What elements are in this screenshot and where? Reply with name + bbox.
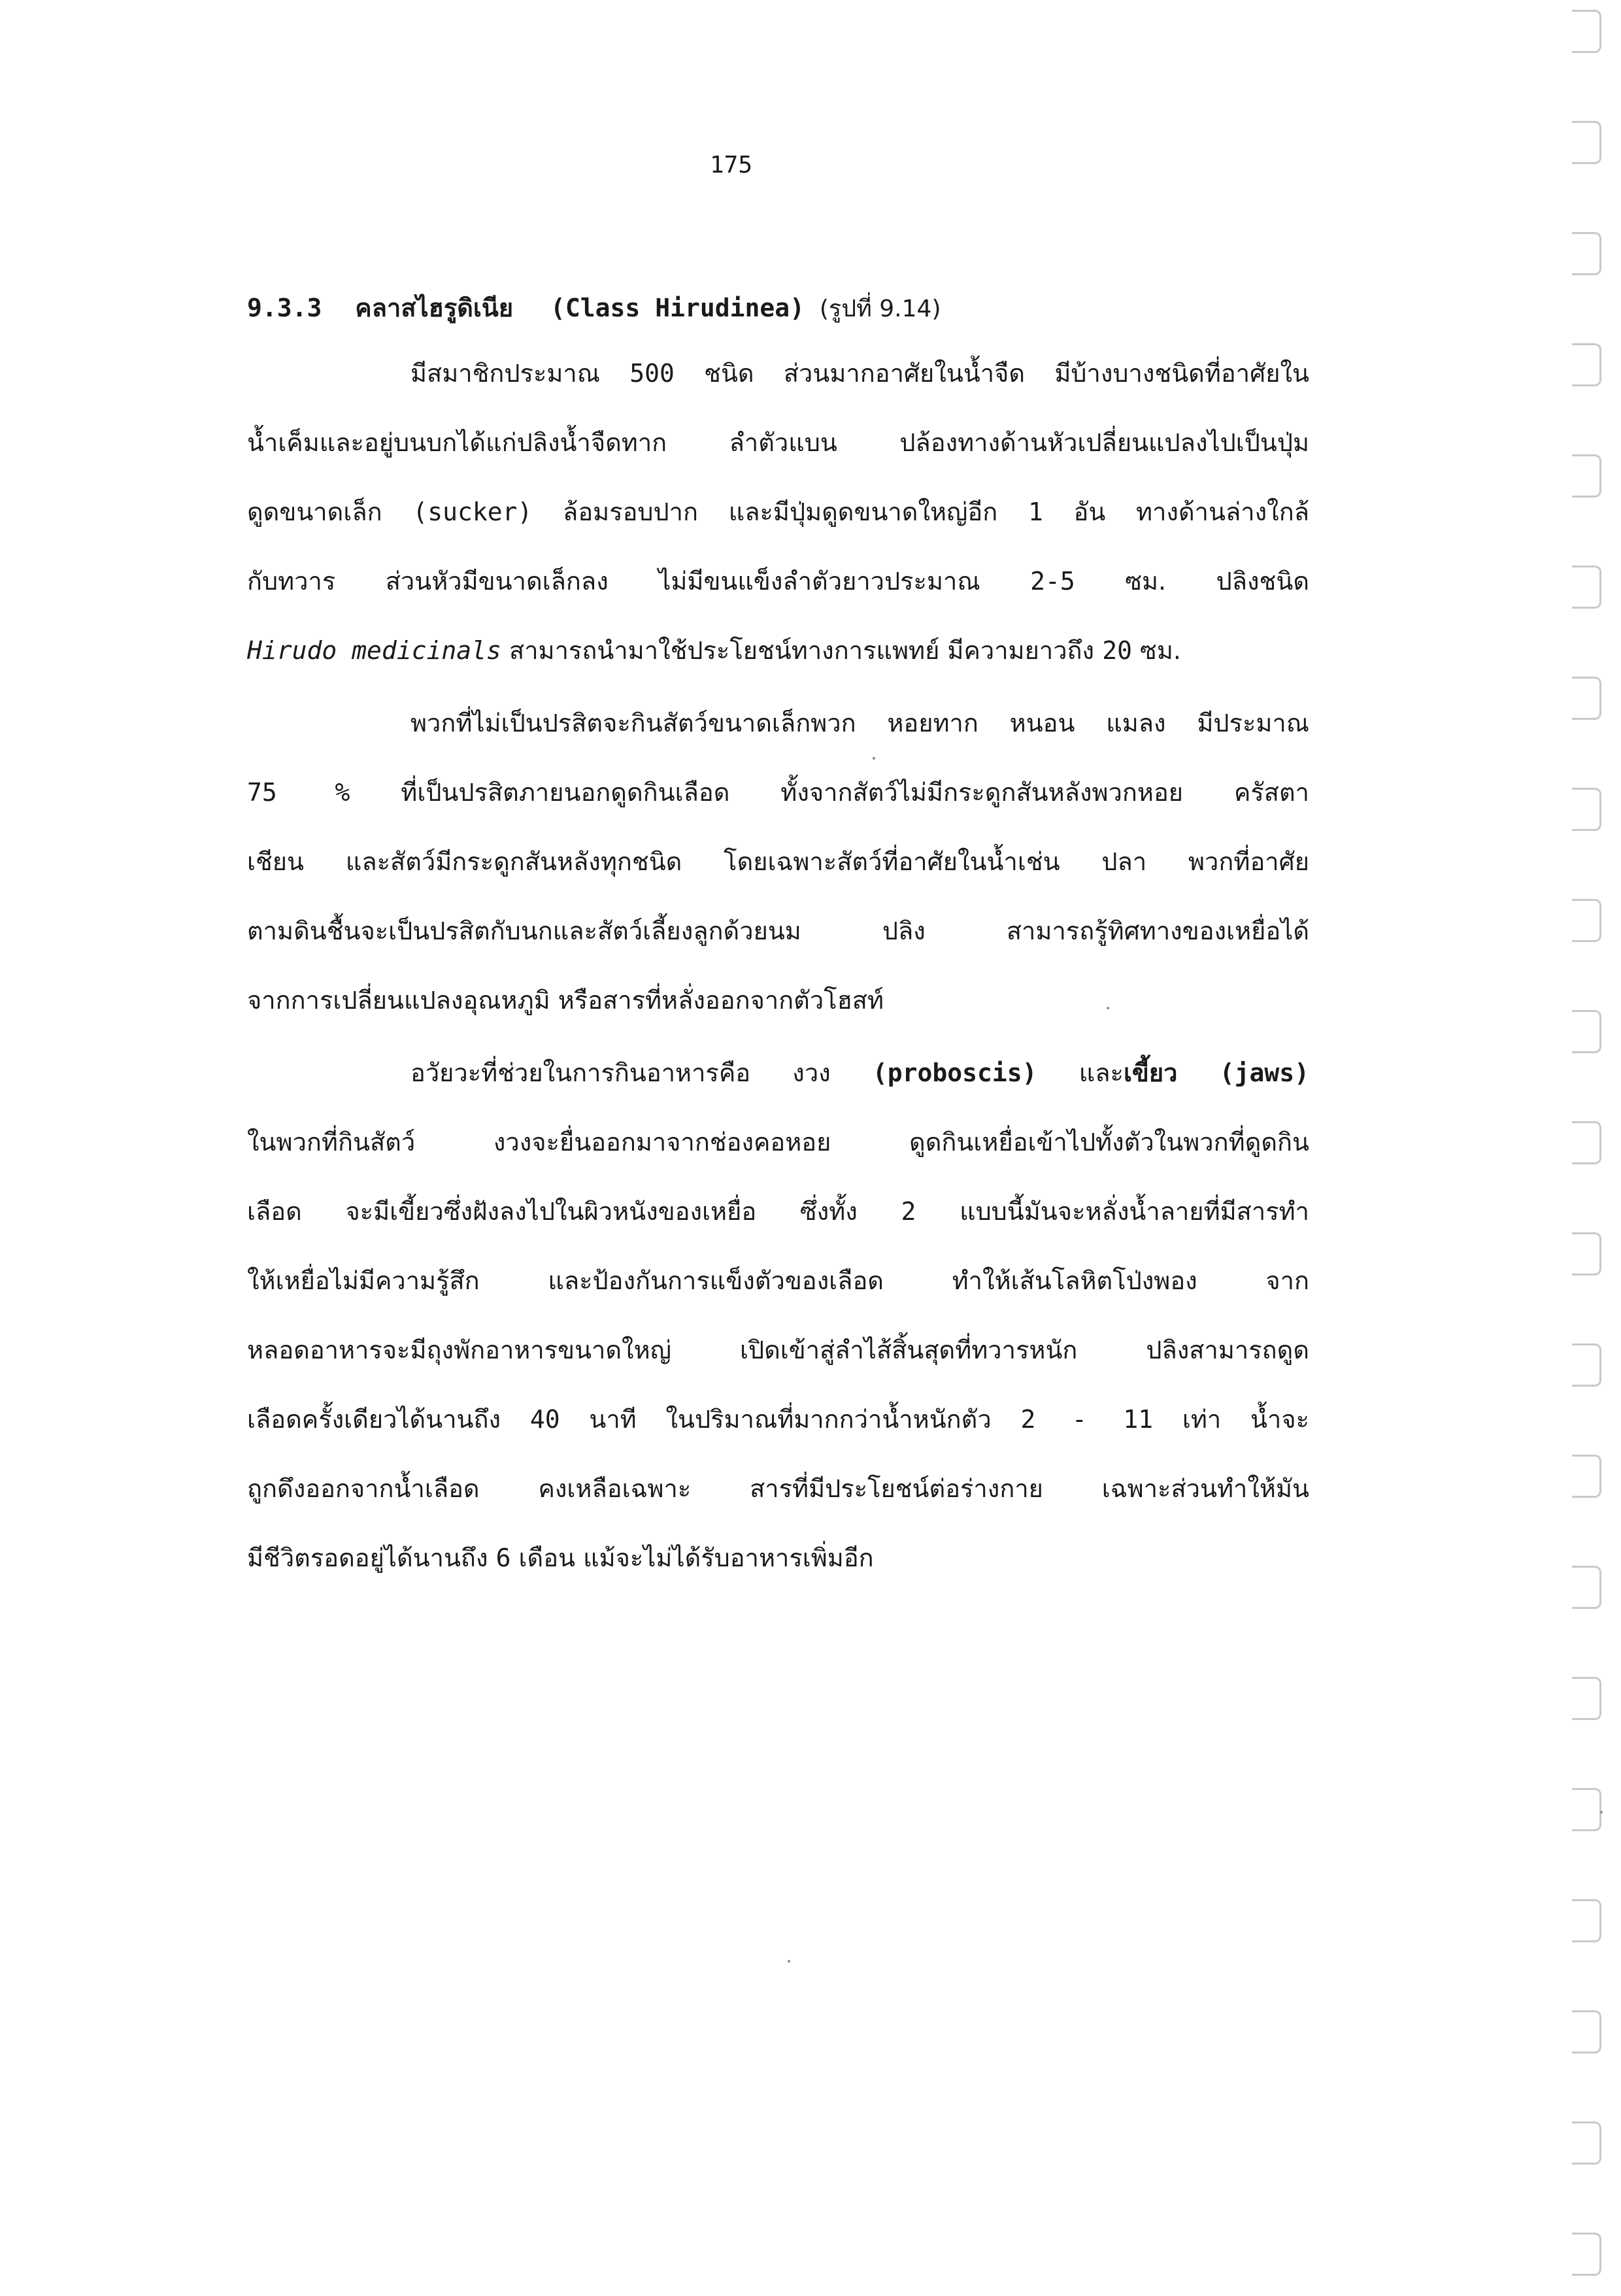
text-segment: 75 % [247,778,350,807]
text-line [247,914,1309,948]
binding-ring [1572,1788,1601,1831]
scan-speck [788,1960,790,1963]
binding-ring [1572,1121,1601,1164]
text-line [247,495,1309,529]
section-number: 9.3.3 [247,294,322,322]
text-segment: เดือน แม้จะไม่ได้รับอาหารเพิ่มอีก [510,1544,874,1572]
binding-ring [1572,677,1601,720]
binding-ring [1572,788,1601,831]
binding-ring [1572,2121,1601,2165]
binding-ring [1572,1677,1601,1720]
text-segment: ที่เป็นปรสิตภายนอกดูดกินเลือด ทั้งจากสัตว์ไม่มีกระดูกสันหลังพวกหอย ครัสตา [350,778,1310,807]
text-segment: ถูกดึงออกจากน้ำเลือด คงเหลือเฉพาะ สารที่มีประโยชน์ต่อร่างกาย เฉพาะส่วนทำให้มัน [247,1474,1309,1503]
text-segment: เลือด จะมีเขี้ยวซึ่งฝังลงไปในผิวหนังของเหยื่อ ซึ่งทั้ง [247,1197,901,1226]
text-segment: มีสมาชิกประมาณ [410,359,630,388]
binding-ring [1572,121,1601,164]
page-number: 175 [710,152,753,178]
scan-speck [1600,1811,1603,1814]
text-segment: ซม. [1131,636,1181,665]
binding-ring [1572,899,1601,942]
text-line [247,983,1309,1017]
text-segment: ดูดขนาดเล็ก [247,498,413,526]
binding-ring [1572,1899,1601,1942]
text-line [410,706,1309,740]
text-segment: มีชีวิตรอดอยู่ได้นานถึง [247,1544,496,1572]
binding-ring [1572,1232,1601,1275]
text-segment: 2 - 11 [1020,1405,1154,1434]
binding-ring [1572,2010,1601,2053]
text-segment: 500 [629,359,675,388]
text-segment: หลอดอาหารจะมีถุงพักอาหารขนาดใหญ่ เปิดเข้าสู่ลำไส้สิ้นสุดที่ทวารหนัก ปลิงสามารถดูด [247,1336,1309,1364]
binding-edge [1562,0,1601,2296]
text-segment: สามารถนำมาใช้ประโยชน์ทางการแพทย์ มีความยาวถึง [501,636,1103,665]
binding-ring [1572,2233,1601,2276]
text-segment: นาที ในปริมาณที่มากกว่าน้ำหนักตัว [560,1405,1021,1434]
scan-speck [1107,1007,1109,1009]
text-segment: เท่า น้ำจะ [1153,1405,1309,1434]
text-segment: เลือดครั้งเดียวได้นานถึง [247,1405,530,1434]
binding-ring [1572,232,1601,275]
text-line [247,633,1309,667]
text-line [247,845,1309,879]
text-line [247,775,1309,809]
text-segment: น้ำเค็มและอยู่บนบกได้แก่ปลิงน้ำจืดทาก ลำตัวแบน ปล้องทางด้านหัวเปลี่ยนแปลงไปเป็นปุ่ม [247,428,1309,457]
text-line [247,1402,1309,1436]
text-line [410,356,1309,390]
scan-speck [873,757,875,760]
text-segment: 2 [901,1197,916,1226]
text-line [247,564,1309,598]
section-title-thai: คลาสไฮรูดิเนีย [355,294,514,322]
binding-ring [1572,1343,1601,1387]
binding-ring [1572,1566,1601,1609]
text-segment: ชนิด ส่วนมากอาศัยในน้ำจืด มีบ้างบางชนิดที่อาศัยใน [674,359,1309,388]
text-segment: ซม. ปลิงชนิด [1075,567,1309,596]
text-segment: 6 [495,1544,511,1572]
text-segment: ในพวกที่กินสัตว์ งวงจะยื่นออกมาจากช่องคอหอย ดูดกินเหยื่อเข้าไปทั้งตัวในพวกที่ดูดกิน [247,1128,1309,1156]
binding-ring [1572,10,1601,53]
text-segment: แบบนี้มันจะหลั่งน้ำลายที่มีสารทำ [916,1197,1310,1226]
text-line [247,1264,1309,1298]
section-heading [247,288,941,328]
binding-ring [1572,1010,1601,1053]
text-segment: อวัยวะที่ช่วยในการกินอาหารคือ งวง [410,1058,873,1087]
text-line [247,1194,1309,1228]
text-line [247,1472,1309,1506]
text-segment: ให้เหยื่อไม่มีความรู้สึก และป้องกันการแข็งตัวของเลือด ทำให้เส้นโลหิตโป่งพอง จาก [247,1266,1309,1295]
text-segment: (sucker) [412,498,533,526]
section-title-english: (Class Hirudinea) [550,294,805,322]
text-segment: จากการเปลี่ยนแปลงอุณหภูมิ หรือสารที่หลั่งออกจากตัวโฮสท์ [247,986,884,1015]
text-line [247,1541,1309,1575]
text-segment: อัน ทางด้านล่างใกล้ [1043,498,1309,526]
binding-ring [1572,566,1601,609]
text-line [247,1333,1309,1367]
text-line [410,1056,1309,1090]
text-segment: 20 [1102,636,1132,665]
text-segment: ล้อมรอบปาก และมีปุ่มดูดขนาดใหญ่อีก [532,498,1028,526]
text-segment: (jaws) [1219,1058,1309,1087]
text-segment: พวกที่ไม่เป็นปรสิตจะกินสัตว์ขนาดเล็กพวก หอยทาก หนอน แมลง มีประมาณ [410,709,1309,737]
binding-ring [1572,343,1601,386]
text-line [247,1125,1309,1159]
binding-ring [1572,1455,1601,1498]
text-segment: เชียน และสัตว์มีกระดูกสันหลังทุกชนิด โดยเฉพาะสัตว์ที่อาศัยในน้ำเช่น ปลา พวกที่อาศัย [247,847,1309,876]
text-segment: ตามดินชื้นจะเป็นปรสิตกับนกและสัตว์เลี้ยงลูกด้วยนม ปลิง สามารถรู้ทิศทางของเหยื่อได้ [247,917,1309,945]
binding-ring [1572,454,1601,498]
text-segment: 40 [529,1405,560,1434]
text-segment: 1 [1028,498,1043,526]
text-segment [1178,1058,1220,1087]
text-segment: Hirudo medicinals [247,636,501,665]
figure-reference: (รูปที่ 9.14) [819,295,941,322]
text-segment: เขี้ยว [1123,1058,1178,1087]
text-segment: 2-5 [1030,567,1075,596]
text-line [247,426,1309,460]
text-segment: กับทวาร ส่วนหัวมีขนาดเล็กลง ไม่มีขนแข็งลำตัวยาวประมาณ [247,567,1031,596]
text-segment: (proboscis) [872,1058,1037,1087]
text-segment: และ [1037,1058,1124,1087]
